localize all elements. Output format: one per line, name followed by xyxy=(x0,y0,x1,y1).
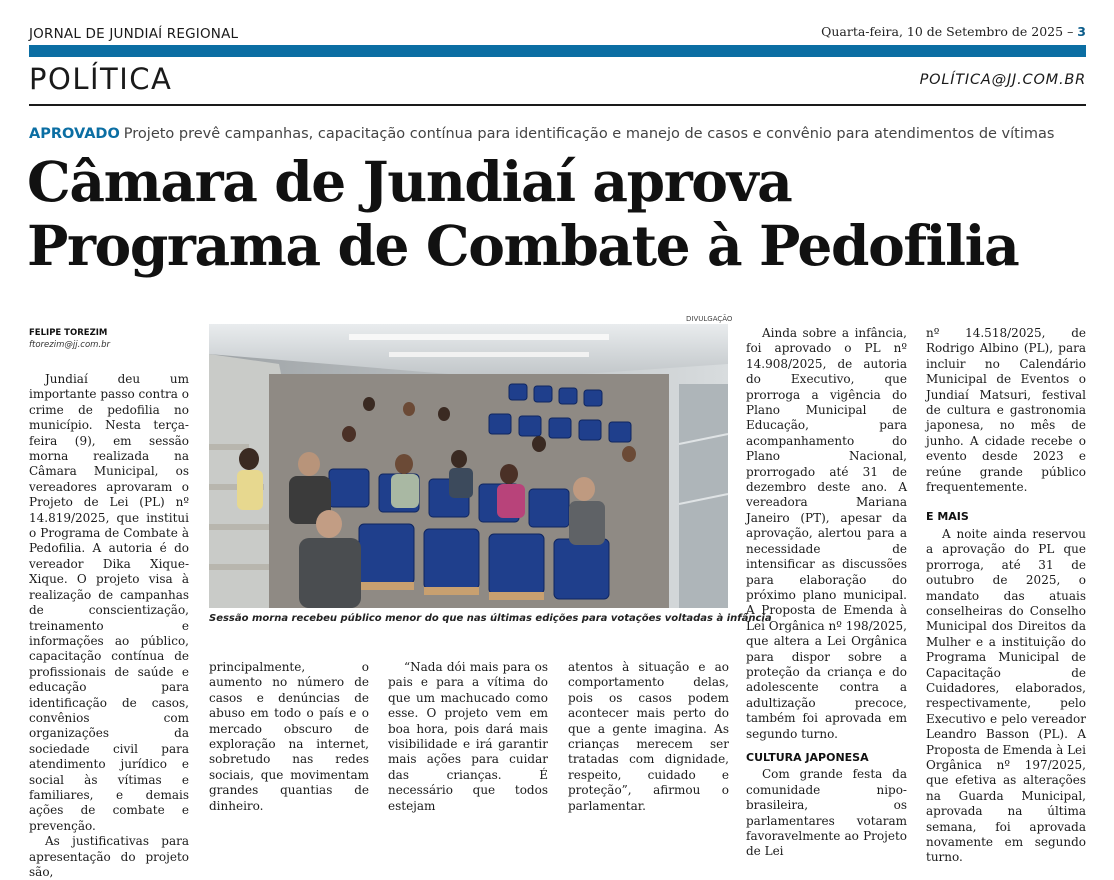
article-paragraph: A noite ainda reservou a aprovação do PL que prorroga, até 31 de outubro de 2025, o mandato das atuais conselheiras do Conselho Municipal dos Direitos da Mulher e a instituição do Programa Municipal de Capacitação de Cuidadores, elaborados, respectivamente, pelo Executivo e pelo vereador Leandro Basson (PL). A Proposta de Emenda à Lei Orgânica nº 197/2025, que efetiva as alterações na Guarda Municipal, aprovada na última semana, foi aprovada novamente em segundo turno. xyxy=(926,526,1086,865)
article-paragraph: As justificativas para apresentação do projeto são, xyxy=(29,834,189,879)
article-paragraph: Com grande festa da comunidade nipo-brasileira, os parlamentares votaram favoravelmente ao Projeto de Lei xyxy=(746,767,907,859)
section-divider xyxy=(29,104,1086,106)
article-column-1 xyxy=(29,372,189,880)
article-paragraph: atentos à situação e ao comportamento delas, pois os casos podem acontecer mais perto do que a gente imagina. As crianças merecem ser tratadas com dignidade, respeito, cuidado e proteção”, afirmou o parlamentar. xyxy=(568,660,729,813)
article-paragraph: nº 14.518/2025, de Rodrigo Albino (PL), para incluir no Calendário Municipal de Eventos o Jundiaí Matsuri, festival de cultura e gastronomia japonesa, no mês de junho. A cidade recebe o evento desde 2023 e reúne grande público frequentemente. xyxy=(926,326,1086,495)
masthead-color-bar xyxy=(29,45,1086,57)
article-column-3 xyxy=(388,660,548,814)
photo-credit: DIVULGAÇÃO xyxy=(686,315,733,323)
article-headline xyxy=(27,150,1089,278)
article-photo xyxy=(209,324,728,608)
article-quote: “Nada dói mais para os pais e para a vítima do que um machucado como esse. O projeto vem em boa hora, pois dará mais visibilidade e irá garantir mais ações para cuidar das crianças. É necessário que todos estejam xyxy=(388,660,548,813)
byline-email: ftorezim@jj.com.br xyxy=(29,340,111,350)
chamber-audience-photo xyxy=(209,324,728,608)
subheading-cultura-japonesa: CULTURA JAPONESA xyxy=(746,750,869,764)
article-column-2 xyxy=(209,660,369,814)
headline-line-2: Programa de Combate à Pedofilia xyxy=(27,213,1019,278)
kicker xyxy=(29,126,1054,142)
edition-separator: – xyxy=(1067,24,1074,39)
subheading-e-mais: E MAIS xyxy=(926,510,969,524)
section-email: POLÍTICA@JJ.COM.BR xyxy=(919,72,1086,88)
article-column-4 xyxy=(568,660,729,814)
article-paragraph: principalmente, o aumento no número de casos e denúncias de abuso em todo o país e o mercado obscuro de exploração na internet, sobretudo nas redes sociais, que movimentam grandes quantias de dinheiro. xyxy=(209,660,369,813)
article-column-6 xyxy=(926,326,1086,866)
headline-line-1: Câmara de Jundiaí aprova xyxy=(27,149,792,214)
kicker-text: Projeto prevê campanhas, capacitação contínua para identificação e manejo de casos e convênio para atendimentos de vítimas xyxy=(123,126,1055,142)
section-title: POLÍTICA xyxy=(29,62,173,96)
edition-info xyxy=(821,24,1086,39)
page-number: 3 xyxy=(1077,24,1086,39)
byline-author: FELIPE TOREZIM xyxy=(29,328,108,338)
edition-date: Quarta-feira, 10 de Setembro de 2025 xyxy=(821,24,1064,39)
article-column-5 xyxy=(746,326,907,860)
kicker-tag: APROVADO xyxy=(29,126,120,142)
newspaper-name: JORNAL DE JUNDIAÍ REGIONAL xyxy=(29,26,239,42)
photo-caption: Sessão morna recebeu público menor do que nas últimas edições para votações voltadas à infância xyxy=(209,613,772,624)
article-paragraph: Ainda sobre a infância, foi aprovado o PL nº 14.908/2025, de autoria do Executivo, que prorroga a vigência do Plano Municipal de Educação, para acompanhamento do Plano Nacional, prorrogado até 31 de dezembro deste ano. A vereadora Mariana Janeiro (PT), apesar da aprovação, alertou para a necessidade de intensificar as discussões para elaboração do próximo plano municipal. A Proposta de Emenda à Lei Orgânica nº 198/2025, que altera a Lei Orgânica para dispor sobre a proteção da criança e do adolescente contra a adultização precoce, também foi aprovada em segundo turno. xyxy=(746,326,907,741)
article-paragraph: Jundiaí deu um importante passo contra o crime de pedofilia no município. Nesta terça-feira (9), em sessão morna realizada na Câmara Municipal, os vereadores aprovaram o Projeto de Lei (PL) nº 14.819/2025, que institui o Programa de Combate à Pedofilia. A autoria é do vereador Dika Xique-Xique. O projeto visa à realização de campanhas de conscientização, treinamento e informações ao público, capacitação contínua de profissionais de saúde e educação para identificação de casos, convênios com organizações da sociedade civil para atendimento jurídico e social às vítimas e familiares, e demais ações de combate e prevenção. xyxy=(29,372,189,833)
